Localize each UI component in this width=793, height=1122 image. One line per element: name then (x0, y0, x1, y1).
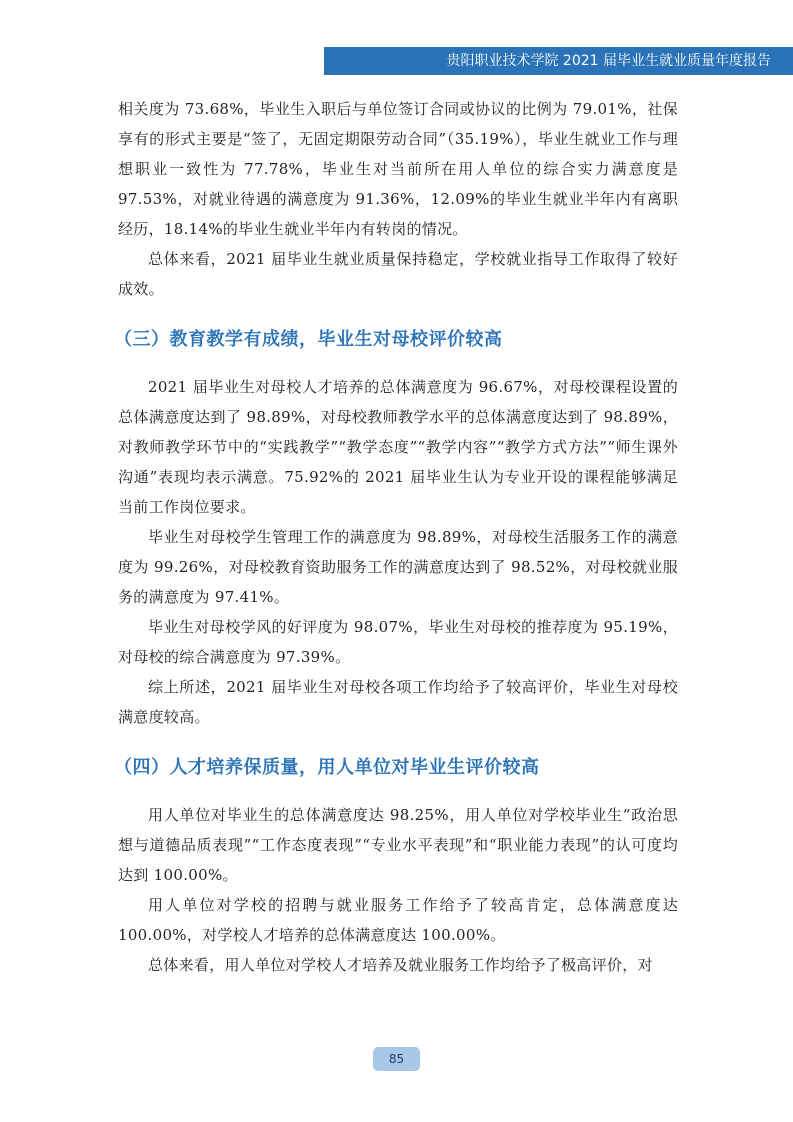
paragraph: 相关度为 73.68%，毕业生入职后与单位签订合同或协议的比例为 79.01%，社保享有的形式主要是“签了，无固定期限劳动合同”（35.19%），毕业生就业工作与理想职业一致性为 77.78%，毕业生对当前所在用人单位的综合实力满意度是 97.53%，对就业待遇的满意度为 91.36%，12.09%的毕业生就业半年内有离职经历，18.14%的毕业生就业半年内有转岗的情况。 (118, 100, 678, 238)
paragraph: 总体来看，用人单位对学校人才培养及就业服务工作均给予了极高评价，对 (148, 956, 653, 974)
page-content (114, 94, 678, 980)
paragraph: 毕业生对母校学生管理工作的满意度为 98.89%，对母校生活服务工作的满意度为 99.26%，对母校教育资助服务工作的满意度达到了 98.52%，对母校就业服务的满意度为 97.41%。 (118, 528, 678, 606)
paragraph: 用人单位对毕业生的总体满意度达 98.25%，用人单位对学校毕业生“政治思想与道德品质表现”“工作态度表现”“专业水平表现”和“职业能力表现”的认可度均达到 100.00%。 (118, 806, 678, 884)
section-heading-3: （三）教育教学有成绩，毕业生对母校评价较高 (114, 329, 503, 350)
paragraph: 综上所述，2021 届毕业生对母校各项工作均给予了较高评价，毕业生对母校满意度较高。 (118, 678, 678, 726)
section-heading-4: （四）人才培养保质量，用人单位对毕业生评价较高 (114, 757, 540, 778)
paragraph: 用人单位对学校的招聘与就业服务工作给予了较高肯定，总体满意度达 100.00%，对学校人才培养的总体满意度达 100.00%。 (118, 896, 678, 944)
page-number: 85 (373, 1047, 420, 1071)
paragraph: 毕业生对母校学风的好评度为 98.07%，毕业生对母校的推荐度为 95.19%，对母校的综合满意度为 97.39%。 (118, 618, 678, 666)
paragraph: 2021 届毕业生对母校人才培养的总体满意度为 96.67%，对母校课程设置的总体满意度达到了 98.89%，对母校教师教学水平的总体满意度达到了 98.89%，对教师教学环节中的“实践教学”“教学态度”“教学内容”“教学方式方法”“师生课外沟通”表现均表示满意。75.92%的 2021 届毕业生认为专业开设的课程能够满足当前工作岗位要求。 (118, 378, 678, 516)
report-header: 贵阳职业技术学院 2021 届毕业生就业质量年度报告 (324, 47, 793, 75)
paragraph: 总体来看，2021 届毕业生就业质量保持稳定，学校就业指导工作取得了较好成效。 (118, 250, 678, 298)
